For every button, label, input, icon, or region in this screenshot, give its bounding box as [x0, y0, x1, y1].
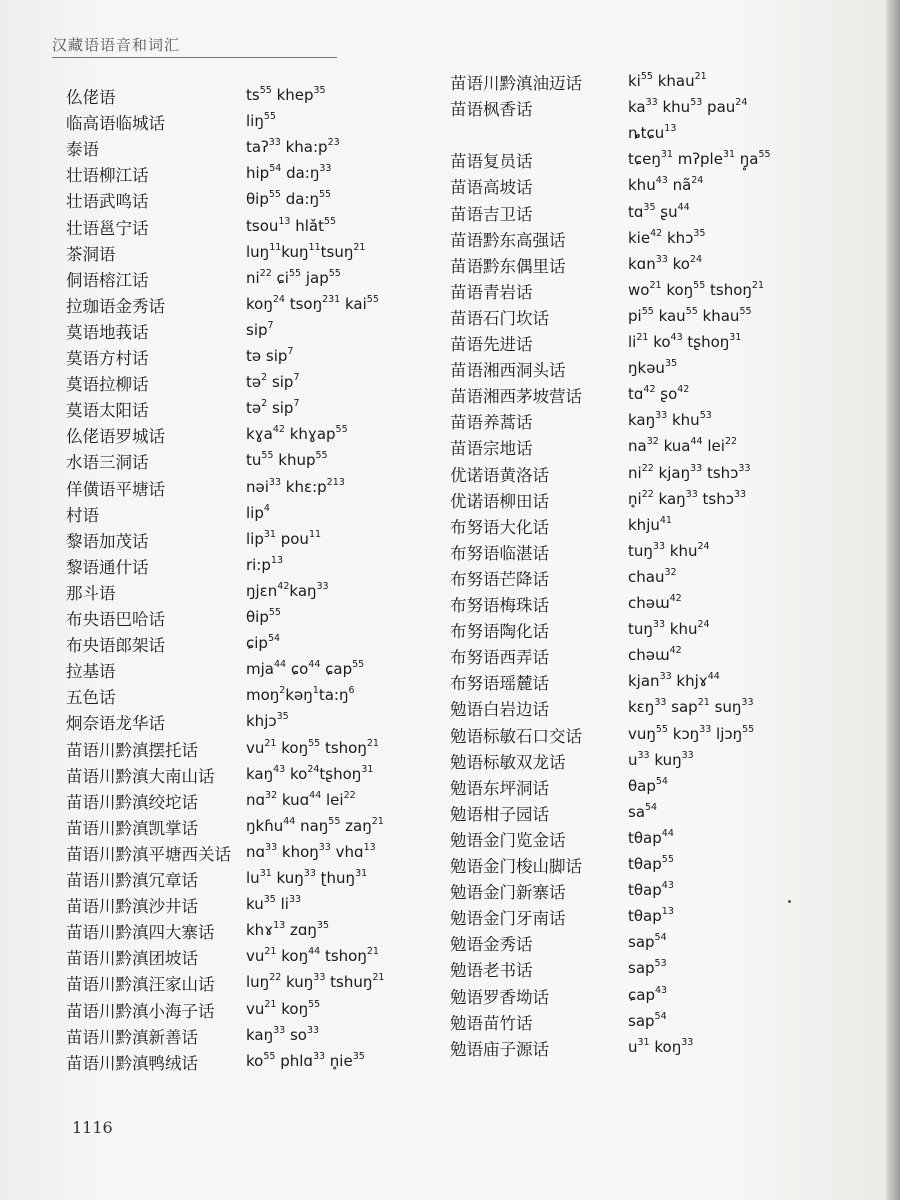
phonetic-form: $sa^{54}$: [628, 801, 658, 821]
dialect-name: 布努语临湛话: [450, 543, 549, 563]
dialect-name: 布努语瑶麓话: [450, 674, 549, 694]
phonetic-form: kɣa$^{42}$ khɣap$^{55}$: [246, 424, 348, 444]
phonetic-form: liŋ$^{55}$: [246, 111, 276, 131]
page-number: 1116: [72, 1118, 113, 1137]
dialect-name: 五色话: [66, 688, 116, 708]
dialect-name: 勉语罗香坳话: [450, 987, 549, 1007]
dialect-name: 勉语标敏双龙话: [450, 752, 566, 772]
phonetic-form: taʔ$^{33}$ $kha:p^{23}$: [246, 137, 340, 157]
phonetic-form: tθap$^{43}$: [628, 880, 674, 900]
dialect-name: 勉语金门新寨话: [450, 883, 566, 903]
dialect-name: 莫语拉柳话: [66, 375, 149, 395]
dialect-name: 苗语宗地话: [450, 439, 533, 459]
phonetic-form: tθap$^{55}$: [628, 854, 674, 873]
dialect-name: 苗语川黔滇绞坨话: [66, 792, 198, 812]
running-header: 汉藏语语音和词汇: [52, 36, 181, 54]
phonetic-form: $moŋ^2kəŋ^1ta:ŋ^6$: [246, 685, 355, 705]
dialect-name: 勉语柑子园话: [450, 804, 549, 824]
dialect-name: 布努语西弄话: [450, 648, 549, 668]
dialect-name: 苗语高坡话: [450, 178, 533, 198]
dialect-name: 勉语金门梭山脚话: [450, 857, 582, 876]
dialect-name: 苗语川黔滇汪家山话: [66, 975, 215, 995]
phonetic-form: luŋ$^{11}$kuŋ$^{11}$tsuŋ$^{21}$: [246, 241, 366, 261]
dialect-name: 村语: [66, 505, 99, 525]
dialect-name: 仫佬语罗城话: [66, 427, 165, 447]
phonetic-form: $na^{32}$ kua$^{44}$ lei$^{22}$: [628, 436, 738, 456]
dialect-name: 苗语川黔滇小海子话: [66, 1001, 215, 1021]
phonetic-form: kie$^{42}$ khɔ$^{35}$: [628, 227, 706, 247]
phonetic-form: tuŋ$^{33}$ khu$^{24}$: [628, 540, 710, 560]
phonetic-form: sap$^{53}$: [628, 958, 667, 978]
phonetic-form: tə$^2$ sip$^7$: [246, 372, 300, 392]
dialect-name: 壮语武鸣话: [66, 192, 149, 212]
phonetic-form: ɕip$^{54}$: [246, 633, 281, 653]
dialect-name: 苗语复员话: [450, 152, 533, 172]
phonetic-form: nɑ$^{32}$ kuɑ$^{44}$ lei$^{22}$: [246, 789, 356, 809]
header-rule: [52, 57, 337, 58]
phonetic-form: vuŋ$^{55}$ kɔŋ$^{33}$ ljɔŋ$^{55}$: [628, 723, 755, 743]
dialect-name: 苗语川黔滇摆托话: [66, 740, 198, 760]
phonetic-form: $n̥i^{22}$ kaŋ$^{33}$ tshɔ$^{33}$: [628, 488, 747, 508]
dialect-name: 布央语郎架话: [66, 636, 165, 656]
dialect-name: 苗语青岩话: [450, 282, 533, 302]
dialect-name: 勉语白岩边话: [450, 700, 549, 720]
phonetic-form: luŋ$^{22}$ kuŋ$^{33}$ tshuŋ$^{21}$: [246, 972, 385, 992]
phonetic-form: $pi^{55}$ kau$^{55}$ khau$^{55}$: [628, 305, 752, 325]
phonetic-form: ȵtɕu$^{13}$: [628, 123, 677, 143]
phonetic-form: ɕap$^{43}$: [628, 984, 668, 1004]
dialect-name: 苗语川黔滇冗章话: [66, 871, 198, 890]
phonetic-form: $ku^{35}$ $li^{33}$: [246, 894, 302, 914]
dialect-name: 佯僙语平塘话: [66, 479, 165, 499]
phonetic-form: ŋkəu$^{35}$: [628, 358, 678, 378]
dialect-name: 黎语通什话: [66, 557, 149, 577]
dialect-name: 侗语榕江话: [66, 270, 149, 290]
phonetic-form: khɤ$^{13}$ zɑŋ$^{35}$: [246, 920, 329, 940]
dialect-name: 苗语川黔滇沙井话: [66, 897, 198, 917]
phonetic-form: θip$^{55}$: [246, 607, 281, 626]
phonetic-form: chəɯ$^{42}$: [628, 593, 682, 612]
dialect-name: 布努语梅珠话: [450, 596, 549, 615]
phonetic-form: hip$^{54}$ $da:ŋ^{33}$: [246, 163, 332, 183]
phonetic-form: tə sip$^7$: [246, 346, 294, 365]
phonetic-form: $ka^{33}$ khu$^{53}$ pau$^{24}$: [628, 97, 748, 117]
phonetic-form: $li^{21}$ $ko^{43}$ tʂhoŋ$^{31}$: [628, 332, 742, 351]
dialect-name: 那斗语: [66, 583, 116, 603]
phonetic-form: tθap$^{44}$: [628, 827, 674, 847]
phonetic-form: sap$^{54}$: [628, 932, 667, 952]
phonetic-form: tɑ$^{35}$ ʂu$^{44}$: [628, 201, 690, 221]
phonetic-form: ŋkɦu$^{44}$ naŋ$^{55}$ zaŋ$^{21}$: [246, 815, 384, 835]
phonetic-form: tθap$^{13}$: [628, 906, 674, 926]
dialect-name: 苗语湘西洞头话: [450, 361, 566, 381]
dialect-name: 苗语川黔滇凯掌话: [66, 818, 198, 838]
phonetic-form: $u^{31}$ koŋ$^{33}$: [628, 1036, 694, 1056]
phonetic-form: $vu^{21}$ koŋ$^{55}$: [246, 998, 321, 1018]
dialect-name: 苗语川黔滇平塘西关话: [66, 844, 231, 864]
dialect-name: 勉语东坪洞话: [450, 778, 549, 798]
dialect-name: 苗语黔东偶里话: [450, 256, 566, 276]
dialect-name: 勉语金秀话: [450, 935, 533, 955]
dialect-name: 勉语老书话: [450, 961, 533, 981]
dialect-name: 勉语金门牙南话: [450, 909, 566, 929]
dialect-name: 布努语大化话: [450, 517, 549, 537]
phonetic-form: $wo^{21}$ koŋ$^{55}$ tshoŋ$^{21}$: [628, 279, 764, 299]
phonetic-form: khju$^{41}$: [628, 514, 672, 534]
phonetic-form: mja$^{44}$ ɕo$^{44}$ ɕap$^{55}$: [246, 659, 365, 679]
dialect-name: 优诺语柳田话: [450, 491, 549, 511]
phonetic-form: θip$^{55}$ $da:ŋ^{55}$: [246, 189, 332, 209]
phonetic-form: ŋjɛn$^{42}$kaŋ$^{33}$: [246, 580, 329, 600]
phonetic-form: $lu^{31}$ kuŋ$^{33}$ ʈhuŋ$^{31}$: [246, 868, 368, 887]
dialect-name: 壮语邕宁话: [66, 218, 149, 238]
dialect-name: 苗语石门坎话: [450, 308, 549, 328]
dialect-name: 茶洞语: [66, 244, 116, 264]
phonetic-form: tɑ$^{42}$ ʂo$^{42}$: [628, 384, 690, 404]
phonetic-form: nɑ$^{33}$ khoŋ$^{33}$ vhɑ$^{13}$: [246, 841, 376, 861]
phonetic-form: $ki^{55}$ khau$^{21}$: [628, 71, 707, 90]
phonetic-form: $ni^{22}$ ɕi$^{55}$ jap$^{55}$: [246, 267, 341, 287]
dialect-name: 泰语: [66, 140, 99, 160]
dialect-name: 临高语临城话: [66, 114, 165, 134]
dialect-name: 拉基语: [66, 662, 116, 682]
dialect-name: 优诺语黄洛话: [450, 465, 549, 485]
phonetic-form: tuŋ$^{33}$ khu$^{24}$: [628, 619, 710, 639]
phonetic-form: sap$^{54}$: [628, 1010, 667, 1030]
phonetic-form: $u^{33}$ kuŋ$^{33}$: [628, 749, 694, 769]
phonetic-form: $ri:p^{13}$: [246, 554, 284, 574]
dialect-name: 勉语苗竹话: [450, 1013, 533, 1033]
dialect-name: 壮语柳江话: [66, 166, 149, 186]
dialect-name: 勉语庙子源话: [450, 1039, 549, 1059]
dialect-name: 炯奈语龙华话: [66, 714, 165, 734]
phonetic-form: $ko^{55}$ phlɑ$^{33}$ $n̥ie^{35}$: [246, 1050, 365, 1070]
dialect-name: 布努语芒降话: [450, 569, 549, 589]
phonetic-form: tsou$^{13}$ hlǎt$^{55}$: [246, 215, 337, 235]
phonetic-form: chau$^{32}$: [628, 566, 677, 586]
phonetic-form: kɛŋ$^{33}$ sap$^{21}$ suŋ$^{33}$: [628, 697, 754, 717]
dialect-name: 拉珈语金秀话: [66, 296, 165, 316]
dialect-name: 勉语标敏石口交话: [450, 726, 582, 746]
phonetic-form: tə$^2$ sip$^7$: [246, 398, 300, 418]
phonetic-form: $tu^{55}$ khup$^{55}$: [246, 450, 328, 470]
dialect-name: 苗语黔东高强话: [450, 230, 566, 250]
phonetic-form: nəi$^{33}$ $khɛ:p^{213}$: [246, 476, 345, 496]
phonetic-form: lip$^4$: [246, 502, 270, 522]
phonetic-form: sip$^7$: [246, 319, 274, 339]
phonetic-form: $ts^{55}$ khep$^{35}$: [246, 85, 326, 104]
dialect-name: 莫语太阳话: [66, 401, 149, 421]
phonetic-form: $vu^{21}$ koŋ$^{55}$ tshoŋ$^{21}$: [246, 737, 379, 757]
dialect-name: 仫佬语: [66, 88, 116, 107]
dialect-name: 勉语金门览金话: [450, 830, 566, 850]
phonetic-form: kaŋ$^{43}$ $ko^{24}tʂhoŋ^{31}$: [246, 763, 374, 783]
phonetic-form: koŋ$^{24}$ tsoŋ$^{231}$ kai$^{55}$: [246, 293, 379, 313]
phonetic-form: kaŋ$^{33}$ khu$^{53}$: [628, 410, 712, 430]
dialect-name: 黎语加茂话: [66, 531, 149, 551]
dialect-name: 水语三洞话: [66, 453, 149, 473]
dialect-name: 莫语地莪话: [66, 322, 149, 342]
phonetic-form: $ni^{22}$ kjaŋ$^{33}$ tshɔ$^{33}$: [628, 462, 751, 482]
phonetic-form: lip$^{31}$ pou$^{11}$: [246, 528, 322, 548]
dialect-name: 苗语养蒿话: [450, 413, 533, 433]
ink-dot: [788, 900, 791, 903]
phonetic-form: kjan$^{33}$ khjɤ$^{44}$: [628, 671, 720, 691]
phonetic-form: θap$^{54}$: [628, 775, 668, 795]
dialect-name: 苗语川黔滇油迈话: [450, 74, 582, 93]
dialect-name: 莫语方村话: [66, 349, 149, 368]
dialect-name: 布努语陶化话: [450, 622, 549, 642]
dialect-name: 苗语川黔滇新善话: [66, 1027, 198, 1047]
phonetic-form: kɑn$^{33}$ $ko^{24}$: [628, 253, 703, 273]
dialect-name: 苗语湘西茅坡营话: [450, 387, 582, 407]
phonetic-form: khu$^{43}$ $nã^{24}$: [628, 175, 704, 195]
dialect-name: 苗语吉卫话: [450, 204, 533, 224]
dialect-name: 苗语川黔滇大南山话: [66, 766, 215, 786]
dialect-name: 苗语川黔滇团坡话: [66, 949, 198, 969]
dialect-name: 苗语川黔滇鸭绒话: [66, 1053, 198, 1073]
phonetic-form: kaŋ$^{33}$ $so^{33}$: [246, 1024, 320, 1044]
phonetic-form: khjɔ$^{35}$: [246, 711, 289, 731]
dialect-name: 苗语先进话: [450, 335, 533, 354]
dialect-name: 苗语枫香话: [450, 100, 533, 120]
dialect-name: 布央语巴哈话: [66, 610, 165, 629]
page-binding-shadow: [886, 0, 900, 1200]
dialect-name: 苗语川黔滇四大寨话: [66, 923, 215, 943]
phonetic-form: $vu^{21}$ koŋ$^{44}$ tshoŋ$^{21}$: [246, 946, 379, 966]
phonetic-form: chəɯ$^{42}$: [628, 645, 682, 665]
phonetic-form: tɕeŋ$^{31}$ mʔple$^{31}$ $ŋ̥a^{55}$: [628, 149, 771, 169]
